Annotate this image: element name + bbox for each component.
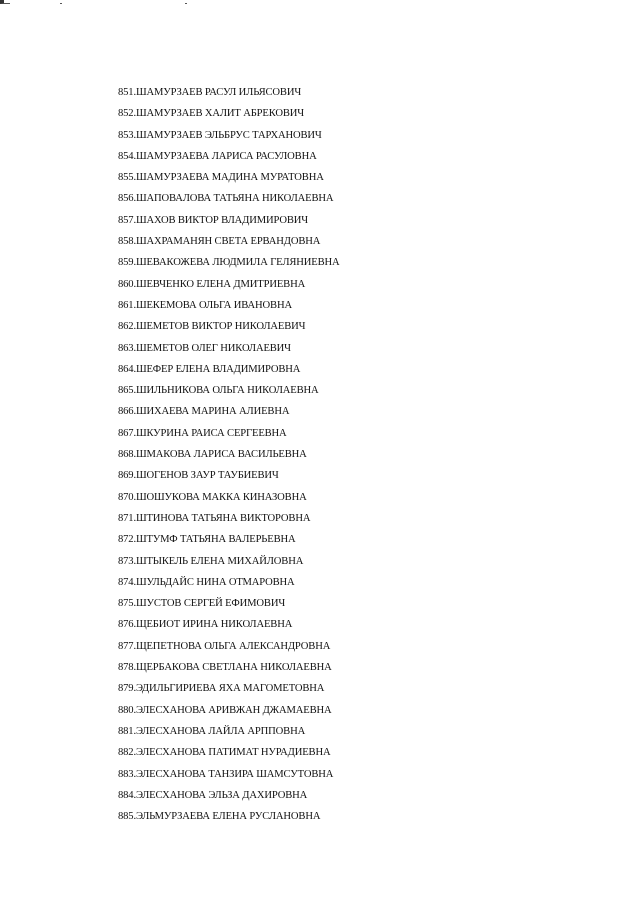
list-item: 853.ШАМУРЗАЕВ ЭЛЬБРУС ТАРХАНОВИЧ bbox=[118, 129, 322, 141]
list-item: 885.ЭЛЬМУРЗАЕВА ЕЛЕНА РУСЛАНОВНА bbox=[118, 811, 321, 823]
cropped-header-remnant bbox=[0, 0, 205, 6]
list-item: 880.ЭЛЕСХАНОВА АРИВЖАН ДЖАМАЕВНА bbox=[118, 704, 332, 716]
list-item: 867.ШКУРИНА РАИСА СЕРГЕЕВНА bbox=[118, 427, 287, 439]
list-item: 879.ЭДИЛЬГИРИЕВА ЯХА МАГОМЕТОВНА bbox=[118, 683, 325, 695]
list-item: 869.ШОГЕНОВ ЗАУР ТАУБИЕВИЧ bbox=[118, 470, 279, 482]
list-item: 865.ШИЛЬНИКОВА ОЛЬГА НИКОЛАЕВНА bbox=[118, 385, 319, 397]
list-item: 854.ШАМУРЗАЕВА ЛАРИСА РАСУЛОВНА bbox=[118, 150, 317, 162]
list-item: 851.ШАМУРЗАЕВ РАСУЛ ИЛЬЯСОВИЧ bbox=[118, 87, 302, 98]
list-item: 858.ШАХРАМАНЯН СВЕТА ЕРВАНДОВНА bbox=[118, 236, 321, 248]
list-item: 856.ШАПОВАЛОВА ТАТЬЯНА НИКОЛАЕВНА bbox=[118, 193, 334, 205]
list-item: 855.ШАМУРЗАЕВА МАДИНА МУРАТОВНА bbox=[118, 172, 324, 184]
list-item: 868.ШМАКОВА ЛАРИСА ВАСИЛЬЕВНА bbox=[118, 449, 307, 461]
list-item: 872.ШТУМФ ТАТЬЯНА ВАЛЕРЬЕВНА bbox=[118, 534, 296, 546]
list-item: 874.ШУЛЬДАЙС НИНА ОТМАРОВНА bbox=[118, 576, 295, 588]
list-item: 877.ЩЕПЕТНОВА ОЛЬГА АЛЕКСАНДРОВНА bbox=[118, 640, 331, 652]
list-item: 863.ШЕМЕТОВ ОЛЕГ НИКОЛАЕВИЧ bbox=[118, 342, 291, 354]
list-item: 878.ЩЕРБАКОВА СВЕТЛАНА НИКОЛАЕВНА bbox=[118, 662, 332, 674]
header-mark bbox=[0, 0, 10, 4]
list-item: 852.ШАМУРЗАЕВ ХАЛИТ АБРЕКОВИЧ bbox=[118, 108, 305, 120]
list-item: 884.ЭЛЕСХАНОВА ЭЛЬЗА ДАХИРОВНА bbox=[118, 789, 308, 801]
list-item: 866.ШИХАЕВА МАРИНА АЛИЕВНА bbox=[118, 406, 290, 418]
list-item: 876.ЩЕБИОТ ИРИНА НИКОЛАЕВНА bbox=[118, 619, 293, 631]
list-item: 873.ШТЫКЕЛЬ ЕЛЕНА МИХАЙЛОВНА bbox=[118, 555, 304, 567]
list-item: 883.ЭЛЕСХАНОВА ТАНЗИРА ШАМСУТОВНА bbox=[118, 768, 334, 780]
list-item: 864.ШЕФЕР ЕЛЕНА ВЛАДИМИРОВНА bbox=[118, 363, 301, 375]
list-item: 862.ШЕМЕТОВ ВИКТОР НИКОЛАЕВИЧ bbox=[118, 321, 306, 333]
header-mark bbox=[185, 0, 187, 4]
name-list bbox=[118, 86, 340, 831]
list-item: 882.ЭЛЕСХАНОВА ПАТИМАТ НУРАДИЕВНА bbox=[118, 747, 331, 759]
list-item: 881.ЭЛЕСХАНОВА ЛАЙЛА АРППОВНА bbox=[118, 725, 306, 737]
list-item: 860.ШЕВЧЕНКО ЕЛЕНА ДМИТРИЕВНА bbox=[118, 278, 306, 290]
list-item: 861.ШЕКЕМОВА ОЛЬГА ИВАНОВНА bbox=[118, 299, 292, 311]
header-mark bbox=[60, 0, 62, 4]
list-item: 875.ШУСТОВ СЕРГЕЙ ЕФИМОВИЧ bbox=[118, 598, 286, 610]
list-item: 857.ШАХОВ ВИКТОР ВЛАДИМИРОВИЧ bbox=[118, 214, 309, 226]
list-item: 859.ШЕВАКОЖЕВА ЛЮДМИЛА ГЕЛЯНИЕВНА bbox=[118, 257, 340, 269]
list-item: 871.ШТИНОВА ТАТЬЯНА ВИКТОРОВНА bbox=[118, 512, 311, 524]
list-item: 870.ШОШУКОВА МАККА КИНАЗОВНА bbox=[118, 491, 307, 503]
